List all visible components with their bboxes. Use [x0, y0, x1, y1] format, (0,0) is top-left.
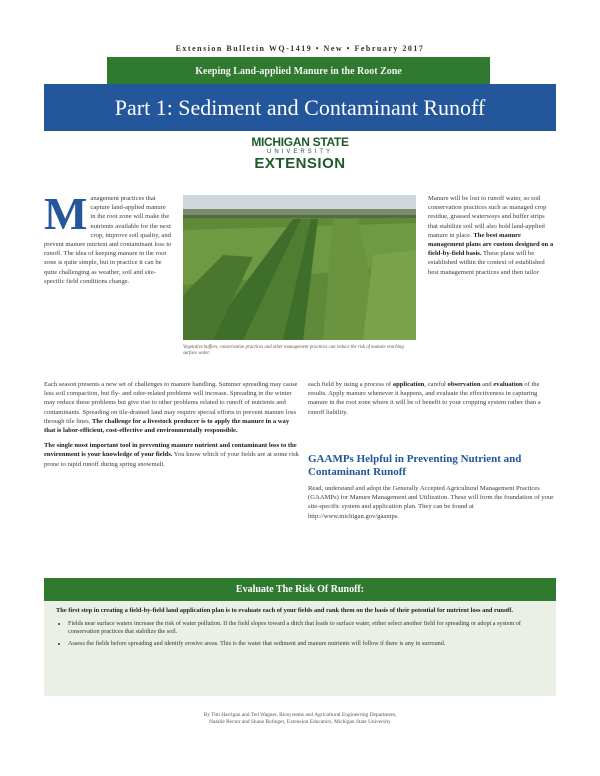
field-photo-illustration — [183, 195, 416, 340]
lower-left-p1-bold: The challenge for a livestock producer is to apply the manure in a way that is labor-efficient, cost-effective and environmentally responsible. — [44, 417, 290, 435]
author-credits — [0, 712, 600, 726]
gaamp-heading: GAAMPs Helpful in Preventing Nutrient and Contaminant Runoff — [308, 453, 522, 478]
lr-text-c: , careful — [424, 381, 448, 388]
lower-left-paragraph-2 — [44, 441, 299, 469]
intro-paragraph — [44, 188, 172, 286]
lr-text-a: each field by using a process of — [308, 381, 393, 388]
lower-left-paragraph-1 — [44, 380, 299, 435]
field-buffer-photo — [183, 195, 416, 340]
risk-list — [56, 620, 544, 649]
lower-left-p2-bold: The single most important tool in preventing manure nutrient and contaminant loss to the environment is your knowledge of your fields. — [44, 442, 297, 459]
gaamp-body: Read, understand and adopt the Generally Accepted Agricultural Management Practices (GAAMPs) for Manure Management and Utilization. These will form the foundation of your site-specific system and application plan. They can be found at http://www.michigan.gov/gaamps. — [308, 485, 554, 520]
logo-line-2: UNIVERSITY — [266, 149, 333, 155]
photo-caption: Vegetative buffers, conservation practices and other management practices can reduce the risk of manure reaching surface water. — [183, 345, 404, 356]
risk-box-content — [44, 601, 556, 649]
series-title: Keeping Land-applied Manure in the Root Zone — [195, 65, 402, 77]
right-text-a: Manure will be lost to runoff water, so soil conservation practices such as managed crop residue, grassed waterways and buffer strips that stabilize soil will also hold land-applied manure in place. — [428, 195, 547, 239]
part-title: Part 1: Sediment and Contaminant Runoff — [114, 94, 486, 120]
lr-text-g: of the results. Apply manure whenever it happens, and evaluate the effectiveness in capturing manure in the root zone where it will be of benefit to your cropping system rather than a runoff liability. — [308, 381, 541, 416]
logo-line-1: MICHIGAN STATE — [251, 135, 349, 149]
bulletin-number: Extension Bulletin WQ-1419 • New • February 2017 — [175, 44, 425, 53]
right-column-text — [428, 194, 556, 277]
lr-text-f: evaluation — [493, 381, 523, 388]
part-title-banner — [44, 84, 556, 131]
right-text-bold: The best manure management plans are custom designed on a field-by-field basis. — [428, 231, 554, 258]
lr-text-b: application — [392, 381, 425, 388]
msu-extension-logo — [240, 136, 360, 172]
risk-box-title: Evaluate The Risk Of Runoff: — [44, 578, 556, 601]
risk-list-item: • Fields near surface waters increase the risk of water pollution. If the field slopes toward a ditch that leads to surface water, either select another field for spreading or adopt a system of conservation practices that stabilize the soil. — [68, 620, 544, 637]
lr-text-e: and — [480, 381, 494, 388]
lower-left-p2-text: You know which of your fields are at some risk prone to rapid runoff during spring snowmelt. — [44, 451, 299, 468]
risk-list-item: • Assess the fields before spreading and identify erosive areas. This is the water that sediment and manure nutrients will follow if there is any in surround. — [68, 640, 544, 648]
intro-text: anagement practices that capture land-applied manure in the root zone will make the nutrients available for the next crop, improve soil quality, and prevent manure nutrient and contaminant loss to runoff. The idea of keeping manure in the root zone is quite simple, but in practice it can be quite challenging as weather, soil and site-specific field conditions change. — [44, 195, 172, 285]
right-text-c: These plans will be established within the context of established best management practices and then tailor — [428, 250, 545, 276]
series-title-banner — [107, 57, 490, 85]
lower-left-column — [44, 380, 299, 469]
drop-cap: M — [44, 188, 88, 239]
lower-left-p1-text: Each season presents a new set of challenges to manure handling. Summer spreading may cause less soil compaction, but fly- and odor-related problems will increase. Spreading in the winter may reduce these problems but give rise to other problems related to runoff of nutrients and contaminants. Spreading on tile-drained land may require special efforts to prevent manure loss through tile lines. — [44, 381, 298, 425]
lower-right-paragraph — [308, 380, 556, 417]
lr-text-d: observation — [447, 381, 481, 388]
author-line-1: By Tim Harrigan and Ted Wagner, Biosystems and Agricultural Engineering Department, — [203, 712, 397, 718]
author-line-2: Natalie Rector and Shane Bolinger, Extension Educators, Michigan State University — [209, 719, 391, 726]
risk-box-lead: The first step in creating a field-by-field land application plan is to evaluate each of your fields and rank them on the basis of their potential for nutrient loss and runoff. — [56, 607, 514, 614]
logo-line-3: EXTENSION — [254, 155, 346, 172]
evaluate-risk-box — [44, 578, 556, 696]
